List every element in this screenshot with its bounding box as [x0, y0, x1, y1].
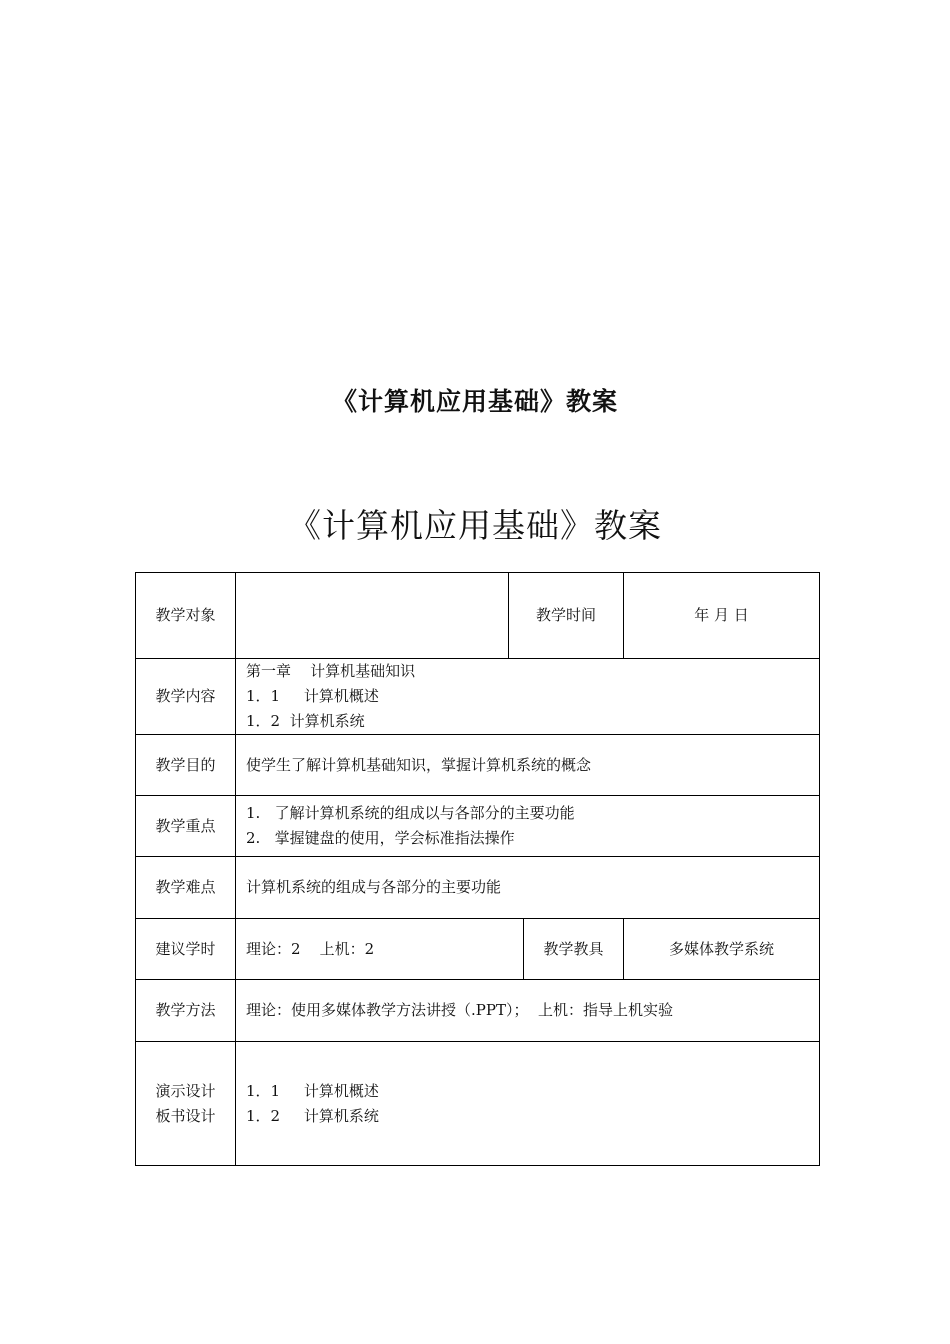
- row-label-hours: 建议学时: [136, 919, 236, 980]
- row-label-goal: 教学目的: [136, 735, 236, 796]
- design-line: 1．2 计算机系统: [246, 1106, 379, 1125]
- design-cell: [236, 1042, 820, 1166]
- key-point-line: 2. 掌握键盘的使用，学会标准指法操作: [246, 829, 515, 847]
- lesson-plan-table: [135, 572, 820, 1166]
- tools-value: 多媒体教学系统: [624, 919, 820, 980]
- row-label-design: [136, 1042, 236, 1166]
- key-point-line: 1. 了解计算机系统的组成以与各部分的主要功能: [246, 804, 575, 822]
- row-label-method: 教学方法: [136, 980, 236, 1042]
- content-line: 1．1 计算机概述: [246, 687, 379, 705]
- header-title: 《计算机应用基础》教案: [331, 387, 618, 416]
- table-row: [136, 735, 820, 796]
- table-row: [136, 919, 820, 980]
- row-label-key-points: 教学重点: [136, 796, 236, 857]
- design-label-line: 板书设计: [155, 1106, 216, 1125]
- table-row: [136, 573, 820, 659]
- time-value: 年 月 日: [624, 573, 820, 659]
- time-label: 教学时间: [509, 573, 624, 659]
- target-value: [236, 573, 509, 659]
- content-line: 1．2 计算机系统: [246, 712, 365, 730]
- table-row: [136, 1042, 820, 1166]
- method-value: 理论：使用多媒体教学方法讲授（.PPT）； 上机：指导上机实验: [236, 980, 820, 1042]
- document-title: 《计算机应用基础》教案: [288, 506, 662, 545]
- content-line: 第一章 计算机基础知识: [246, 662, 416, 680]
- table-row: [136, 857, 820, 919]
- difficulty-value: 计算机系统的组成与各部分的主要功能: [236, 857, 820, 919]
- table-row: [136, 659, 820, 735]
- content-cell: [236, 659, 820, 735]
- table-row: [136, 980, 820, 1042]
- row-label-content: 教学内容: [136, 659, 236, 735]
- hours-value: 理论：2 上机：2: [236, 919, 524, 980]
- goal-value: 使学生了解计算机基础知识，掌握计算机系统的概念: [236, 735, 820, 796]
- table-row: [136, 796, 820, 857]
- design-label-line: 演示设计: [155, 1081, 216, 1100]
- design-line: 1．1 计算机概述: [246, 1081, 379, 1100]
- row-label-difficulty: 教学难点: [136, 857, 236, 919]
- row-label-target: 教学对象: [136, 573, 236, 659]
- key-points-cell: [236, 796, 820, 857]
- tools-label: 教学教具: [524, 919, 624, 980]
